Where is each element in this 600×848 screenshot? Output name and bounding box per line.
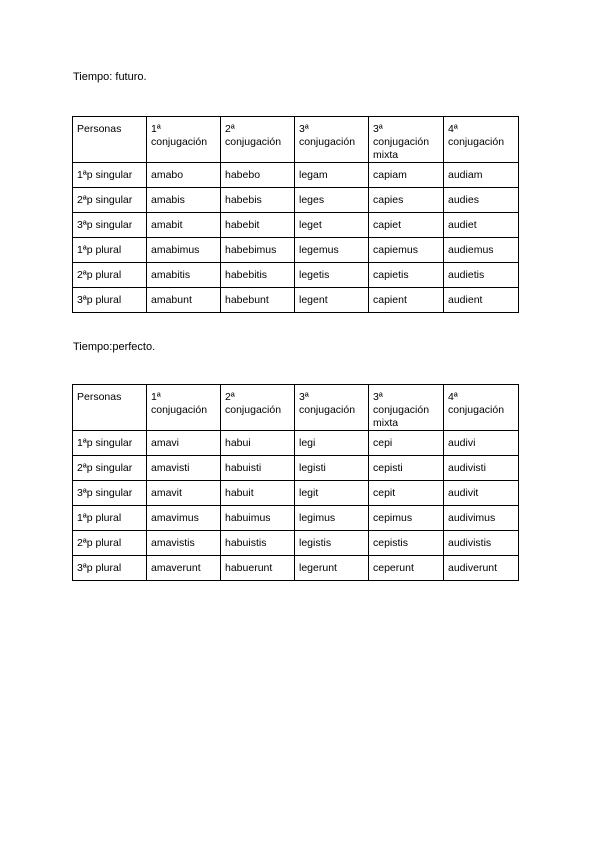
verb-form-cell: habebis (221, 188, 295, 213)
person-cell: 1ªp plural (73, 238, 147, 263)
header-line: conjugación (448, 136, 505, 148)
verb-form-cell: cepisti (369, 456, 444, 481)
verb-form-cell: amabimus (147, 238, 221, 263)
header-line: conjugación (373, 404, 430, 416)
section-title-perfecto: Tiempo:perfecto. (73, 341, 156, 353)
verb-form-cell: habebit (221, 213, 295, 238)
header-line: conjugación (299, 404, 356, 416)
verb-form-cell: cepistis (369, 531, 444, 556)
verb-form-cell: amavisti (147, 456, 221, 481)
verb-form-cell: audies (444, 188, 519, 213)
person-cell: 3ªp singular (73, 213, 147, 238)
header-line: 3ª (299, 391, 309, 403)
verb-form-cell: legisti (295, 456, 369, 481)
table-row (73, 213, 519, 238)
header-line: 3ª (299, 123, 309, 135)
header-line: 1ª (151, 391, 161, 403)
verb-form-cell: cepit (369, 481, 444, 506)
table-row (73, 506, 519, 531)
header-line: 4ª (448, 391, 458, 403)
person-cell: 3ªp plural (73, 288, 147, 313)
verb-form-cell: legemus (295, 238, 369, 263)
column-header-conjugation (444, 117, 519, 163)
verb-form-cell: legit (295, 481, 369, 506)
verb-form-cell: habuimus (221, 506, 295, 531)
verb-form-cell: audient (444, 288, 519, 313)
header-line: 2ª (225, 123, 235, 135)
verb-form-cell: habuerunt (221, 556, 295, 581)
person-cell: 2ªp singular (73, 456, 147, 481)
verb-form-cell: leges (295, 188, 369, 213)
header-row (73, 117, 519, 163)
table-row (73, 531, 519, 556)
column-header-conjugation (147, 117, 221, 163)
verb-form-cell: legam (295, 163, 369, 188)
verb-form-cell: habebimus (221, 238, 295, 263)
person-cell: 3ªp singular (73, 481, 147, 506)
verb-form-cell: audivistis (444, 531, 519, 556)
verb-form-cell: habebunt (221, 288, 295, 313)
verb-form-cell: amabitis (147, 263, 221, 288)
verb-form-cell: legetis (295, 263, 369, 288)
verb-form-cell: habuistis (221, 531, 295, 556)
verb-form-cell: leget (295, 213, 369, 238)
verb-form-cell: ceperunt (369, 556, 444, 581)
verb-form-cell: cepimus (369, 506, 444, 531)
verb-form-cell: amabis (147, 188, 221, 213)
conjugation-table-perfecto (72, 384, 519, 581)
verb-form-cell: amavistis (147, 531, 221, 556)
verb-form-cell: cepi (369, 431, 444, 456)
verb-form-cell: habebitis (221, 263, 295, 288)
verb-form-cell: habui (221, 431, 295, 456)
section-title-futuro: Tiempo: futuro. (73, 71, 147, 83)
person-cell: 2ªp plural (73, 531, 147, 556)
verb-form-cell: legimus (295, 506, 369, 531)
header-line: 3ª (373, 123, 383, 135)
column-header-conjugation (444, 385, 519, 431)
verb-form-cell: amabit (147, 213, 221, 238)
table-row (73, 263, 519, 288)
table-row (73, 481, 519, 506)
header-line: conjugación (448, 404, 505, 416)
verb-form-cell: audivit (444, 481, 519, 506)
table-row (73, 238, 519, 263)
verb-form-cell: audivisti (444, 456, 519, 481)
verb-form-cell: amavi (147, 431, 221, 456)
table-row (73, 556, 519, 581)
verb-form-cell: legistis (295, 531, 369, 556)
person-cell: 1ªp singular (73, 431, 147, 456)
verb-form-cell: audivi (444, 431, 519, 456)
verb-form-cell: habuit (221, 481, 295, 506)
header-line: conjugación (373, 136, 430, 148)
person-cell: 2ªp singular (73, 188, 147, 213)
verb-form-cell: amabo (147, 163, 221, 188)
column-header-conjugation (147, 385, 221, 431)
verb-form-cell: audiverunt (444, 556, 519, 581)
verb-form-cell: audiemus (444, 238, 519, 263)
table-row (73, 288, 519, 313)
verb-form-cell: capietis (369, 263, 444, 288)
header-line: Personas (77, 123, 122, 135)
verb-form-cell: audivimus (444, 506, 519, 531)
column-header-personas (73, 385, 147, 431)
verb-form-cell: amavit (147, 481, 221, 506)
table-row (73, 431, 519, 456)
column-header-conjugation (295, 117, 369, 163)
header-line: conjugación (299, 136, 356, 148)
table-row (73, 188, 519, 213)
verb-form-cell: capiet (369, 213, 444, 238)
verb-form-cell: capies (369, 188, 444, 213)
header-line: mixta (373, 149, 399, 161)
verb-form-cell: audiet (444, 213, 519, 238)
header-line: 4ª (448, 123, 458, 135)
verb-form-cell: legerunt (295, 556, 369, 581)
header-line: conjugación (225, 136, 282, 148)
person-cell: 2ªp plural (73, 263, 147, 288)
conjugation-table-futuro (72, 116, 519, 313)
verb-form-cell: audiam (444, 163, 519, 188)
header-line: conjugación (151, 136, 208, 148)
header-row (73, 385, 519, 431)
verb-form-cell: audietis (444, 263, 519, 288)
verb-form-cell: amabunt (147, 288, 221, 313)
person-cell: 3ªp plural (73, 556, 147, 581)
verb-form-cell: habebo (221, 163, 295, 188)
verb-form-cell: legent (295, 288, 369, 313)
verb-form-cell: habuisti (221, 456, 295, 481)
column-header-conjugation (221, 385, 295, 431)
column-header-conjugation (369, 117, 444, 163)
header-line: 3ª (373, 391, 383, 403)
table-row (73, 163, 519, 188)
header-line: Personas (77, 391, 122, 403)
verb-form-cell: amaverunt (147, 556, 221, 581)
header-line: 2ª (225, 391, 235, 403)
header-line: 1ª (151, 123, 161, 135)
table-row (73, 456, 519, 481)
header-line: conjugación (225, 404, 282, 416)
person-cell: 1ªp plural (73, 506, 147, 531)
verb-form-cell: legi (295, 431, 369, 456)
verb-form-cell: amavimus (147, 506, 221, 531)
column-header-conjugation (221, 117, 295, 163)
verb-form-cell: capiemus (369, 238, 444, 263)
person-cell: 1ªp singular (73, 163, 147, 188)
column-header-conjugation (369, 385, 444, 431)
column-header-conjugation (295, 385, 369, 431)
verb-form-cell: capiam (369, 163, 444, 188)
column-header-personas (73, 117, 147, 163)
header-line: mixta (373, 417, 399, 429)
header-line: conjugación (151, 404, 208, 416)
verb-form-cell: capient (369, 288, 444, 313)
